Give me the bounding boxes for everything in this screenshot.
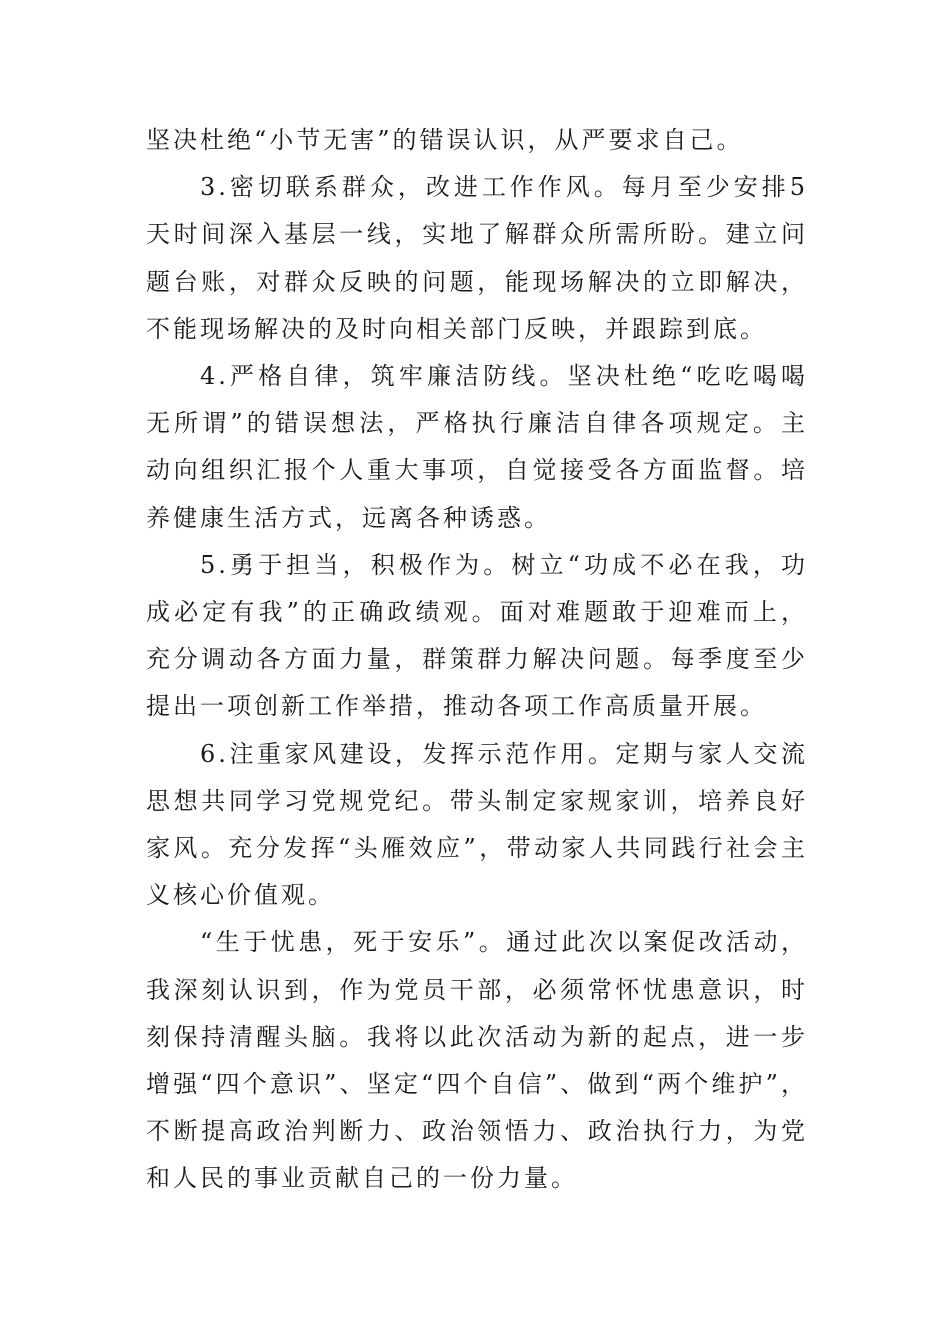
paragraph-item-3: 3.密切联系群众，改进工作作风。每月至少安排5天时间深入基层一线，实地了解群众所需所盼。建立问题台账，对群众反映的问题，能现场解决的立即解决，不能现场解决的及时向相关部门反映，并跟踪到底。 [146, 173, 808, 343]
document-body [146, 117, 808, 1203]
paragraph-item-5: 5.勇于担当，积极作为。树立“功成不必在我，功成必定有我”的正确政绩观。面对难题敢于迎难而上，充分调动各方面力量，群策群力解决问题。每季度至少提出一项创新工作举措，推动各项工作高质量开展。 [146, 550, 808, 721]
paragraph-item-4: 4.严格自律，筑牢廉洁防线。坚决杜绝“吃吃喝喝无所谓”的错误想法，严格执行廉洁自律各项规定。主动向组织汇报个人重大事项，自觉接受各方面监督。培养健康生活方式，远离各种诱惑。 [146, 362, 808, 532]
paragraph-conclusion: “生于忧患，死于安乐”。通过此次以案促改活动，我深刻认识到，作为党员干部，必须常怀忧患意识，时刻保持清醒头脑。我将以此次活动为新的起点，进一步增强“四个意识”、坚定“四个自信”、做到“两个维护”，不断提高政治判断力、政治领悟力、政治执行力，为党和人民的事业贡献自己的一份力量。 [146, 928, 808, 1193]
paragraph-item-6: 6.注重家风建设，发挥示范作用。定期与家人交流思想共同学习党规党纪。带头制定家规家训，培养良好家风。充分发挥“头雁效应”，带动家人共同践行社会主义核心价值观。 [146, 739, 808, 910]
paragraph-continuation: 坚决杜绝“小节无害”的错误认识，从严要求自己。 [146, 126, 744, 154]
